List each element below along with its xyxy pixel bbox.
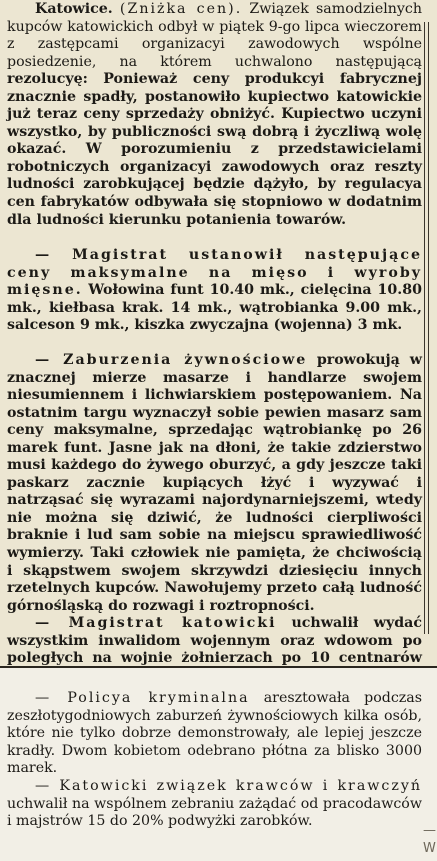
article-text: uchwalił na wspólnem zebraniu zażądać od pracodawców i majstrów 15 do 20% podwyżki zarobków. (7, 795, 422, 830)
article-text: prowokują w znacznej mierze masarze i handlarze swojem niesumiennem i lichwiarskiem postępowaniem. Na ostatnim targu wyznaczył sobie pewien masarz sam ceny maksymalne, sprzedając wątrobiankę po 26 marek funt. Jasne jak na dłoni, że takie zdzierstwo musi każdego do żywego oburzyć, a gdy jeszcze taki paskarz zacznie kupiących łżyć i wyzywać i natrząsać się wyrazami najordynarniejszemi, wtedy nie można się dziwić, że ludności cierpliwości braknie i lud sam sobie na miejscu sprawiedliwość wymierzy. Taki człowiek nie pamięta, że chciwością i skąpstwem swojem skrzywdzi dziesięciu innych rzetelnych kupców. Nawołujemy przeto całą ludność górnośląską do rozwagi i roztropności. (7, 352, 422, 614)
article-text: Związek samodzielnych kupców katowickich odbył w piątek 9-go lipca wieczorem z zastępcami organizacyi zawodowych wspólne posiedzenie, na którem uchwalono następującą (7, 1, 422, 70)
article-lead: Katowice. (35, 1, 113, 17)
article-zaburzenia-żywnościowe (7, 352, 422, 615)
article-text: uchwalił wydać wszystkim inwalidom wojennym oraz wdowom po poległych na wojnie żołnierzach po 10 centnarów (7, 615, 422, 667)
article-lead: — Magistrat ustanowił następujące ceny maksymalne na mięso i wyroby mięsne. (7, 247, 422, 299)
column-rule (424, 22, 425, 634)
article-lead: — Zaburzenia żywnościowe (35, 352, 308, 368)
article-lead: — Magistrat katowicki (35, 615, 277, 631)
article-lead: — Policya kryminalna (35, 690, 250, 706)
article-lead: — Katowicki związek krawców i krawczyń (35, 778, 422, 794)
article-lead-note: (Zniżka cen). (119, 1, 243, 17)
resolution-label: rezolucyę: (7, 71, 88, 88)
article-text: aresztowała podczas zeszłotygodniowych zaburzeń żywnościowych kilka osób, które nie tylko dobrze demonstrowały, ale lepiej jeszcze kradły. Dwom kobietom odebrano płótna za blisko 3000 marek. (7, 690, 423, 777)
column-rule (428, 22, 429, 634)
article-ceny-maksymalne (7, 247, 422, 335)
article-text: Wołowina funt 10.40 mk., cielęcina 10.80 mk., kiełbasa krak. 14 mk., wątrobianka 9.00 mk., salceson 9 mk., kiszka zwyczajna (wojenna) 3 mk. (7, 282, 422, 334)
article-związek-krawców (7, 778, 422, 831)
article-policya-kryminalna (7, 690, 422, 778)
article-katowice-zniżka-cen (7, 1, 422, 229)
adjacent-column-fragment: — W (423, 823, 436, 856)
resolution-text: Ponieważ ceny produkcyi fabrycznej znacznie spadły, postanowiło kupiectwo katowickie już teraz ceny sprzedaży obniżyć. Kupiectwo uczyni wszystko, by publiczności swą dobrą i życzliwą wolę okazać. W porozumieniu z przedstawicielami robotniczych organizacyi zawodowych oraz reszty ludności zarobkującej będzie dążyło, by regulacya cen fabrykatów odbywała się stopniowo w dodatnim dla ludności kierunku potanienia towarów. (7, 71, 422, 228)
